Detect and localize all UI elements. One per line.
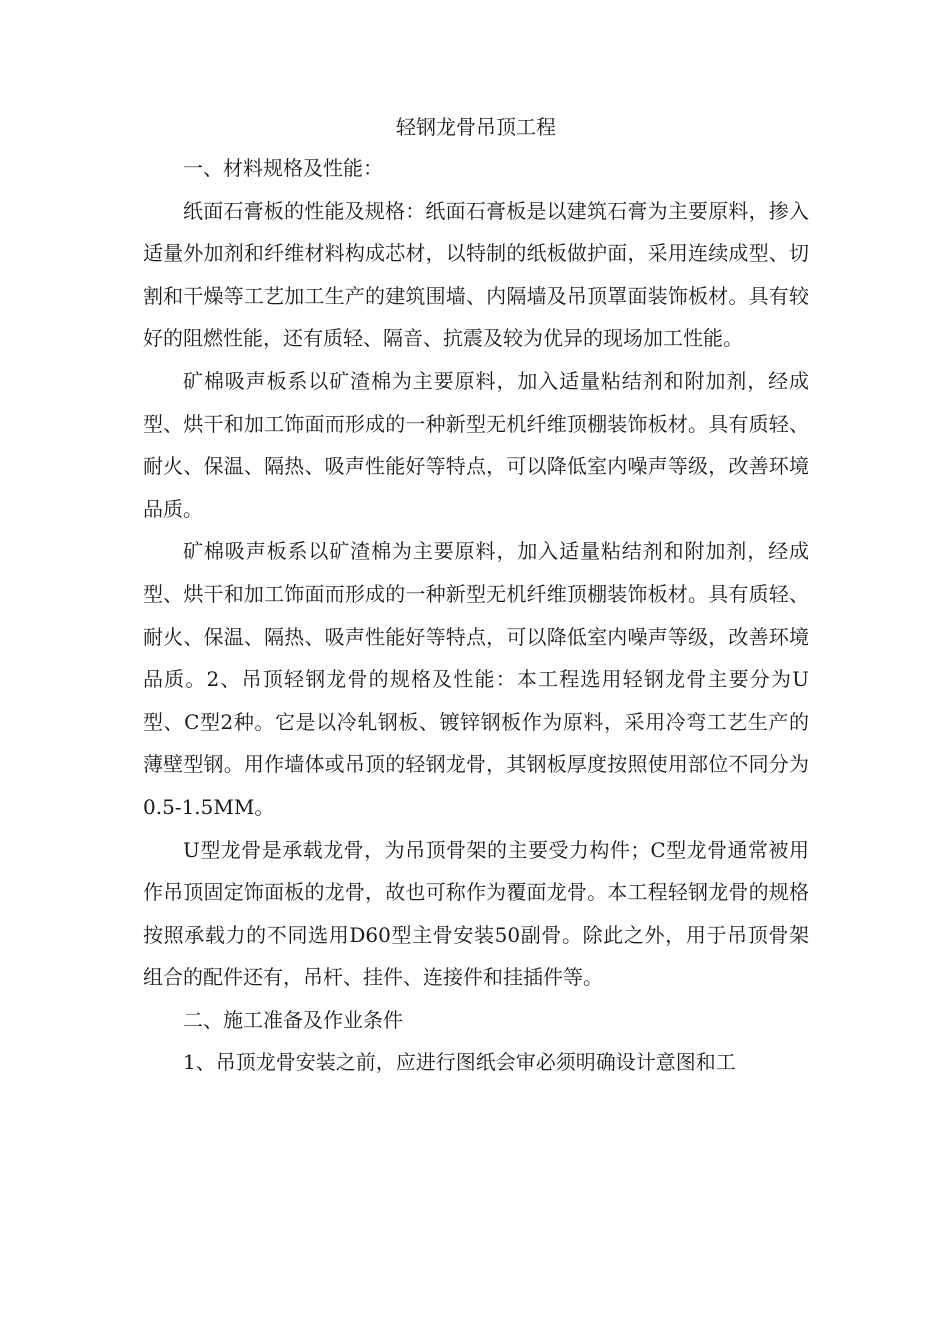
paragraph-mineral-wool-board: 矿棉吸声板系以矿渣棉为主要原料，加入适量粘结剂和附加剂，经成型、烘干和加工饰面而形成的一种新型无机纤维顶棚装饰板材。具有质轻、耐火、保温、隔热、吸声性能好等特点，可以降低室内噪声等级，改善环境品质。 bbox=[143, 368, 809, 521]
document-body bbox=[143, 107, 809, 1084]
paragraph-preparation-step-1: 1、吊顶龙骨安装之前，应进行图纸会审必须明确设计意图和工 bbox=[183, 1050, 736, 1075]
document-title: 轻钢龙骨吊顶工程 bbox=[396, 115, 556, 139]
paragraph-u-c-keel: U型龙骨是承载龙骨，为吊顶骨架的主要受力构件；C型龙骨通常被用作吊顶固定饰面板的龙骨，故也可称作为覆面龙骨。本工程轻钢龙骨的规格按照承载力的不同选用D60型主骨安装50副骨。除此之外，用于吊顶骨架组合的配件还有，吊杆、挂件、连接件和挂插件等。 bbox=[143, 837, 809, 990]
section-heading-materials: 一、材料规格及性能： bbox=[183, 156, 383, 180]
paragraph-mineral-wool-keel-specs: 矿棉吸声板系以矿渣棉为主要原料，加入适量粘结剂和附加剂，经成型、烘干和加工饰面而形成的一种新型无机纤维顶棚装饰板材。具有质轻、耐火、保温、隔热、吸声性能好等特点，可以降低室内噪声等级，改善环境品质。2、吊顶轻钢龙骨的规格及性能：本工程选用轻钢龙骨主要分为U型、C型2种。它是以冷轧钢板、镀锌钢板作为原料，采用冷弯工艺生产的薄壁型钢。用作墙体或吊顶的轻钢龙骨，其钢板厚度按照使用部位不同分为0.5-1.5MM。 bbox=[143, 539, 809, 819]
paragraph-gypsum-board: 纸面石膏板的性能及规格：纸面石膏板是以建筑石膏为主要原料，掺入适量外加剂和纤维材料构成芯材，以特制的纸板做护面，采用连续成型、切割和干燥等工艺加工生产的建筑围墙、内隔墙及吊顶罩面装饰板材。具有较好的阻燃性能，还有质轻、隔音、抗震及较为优异的现场加工性能。 bbox=[143, 198, 809, 351]
section-heading-preparation: 二、施工准备及作业条件 bbox=[183, 1007, 403, 1032]
